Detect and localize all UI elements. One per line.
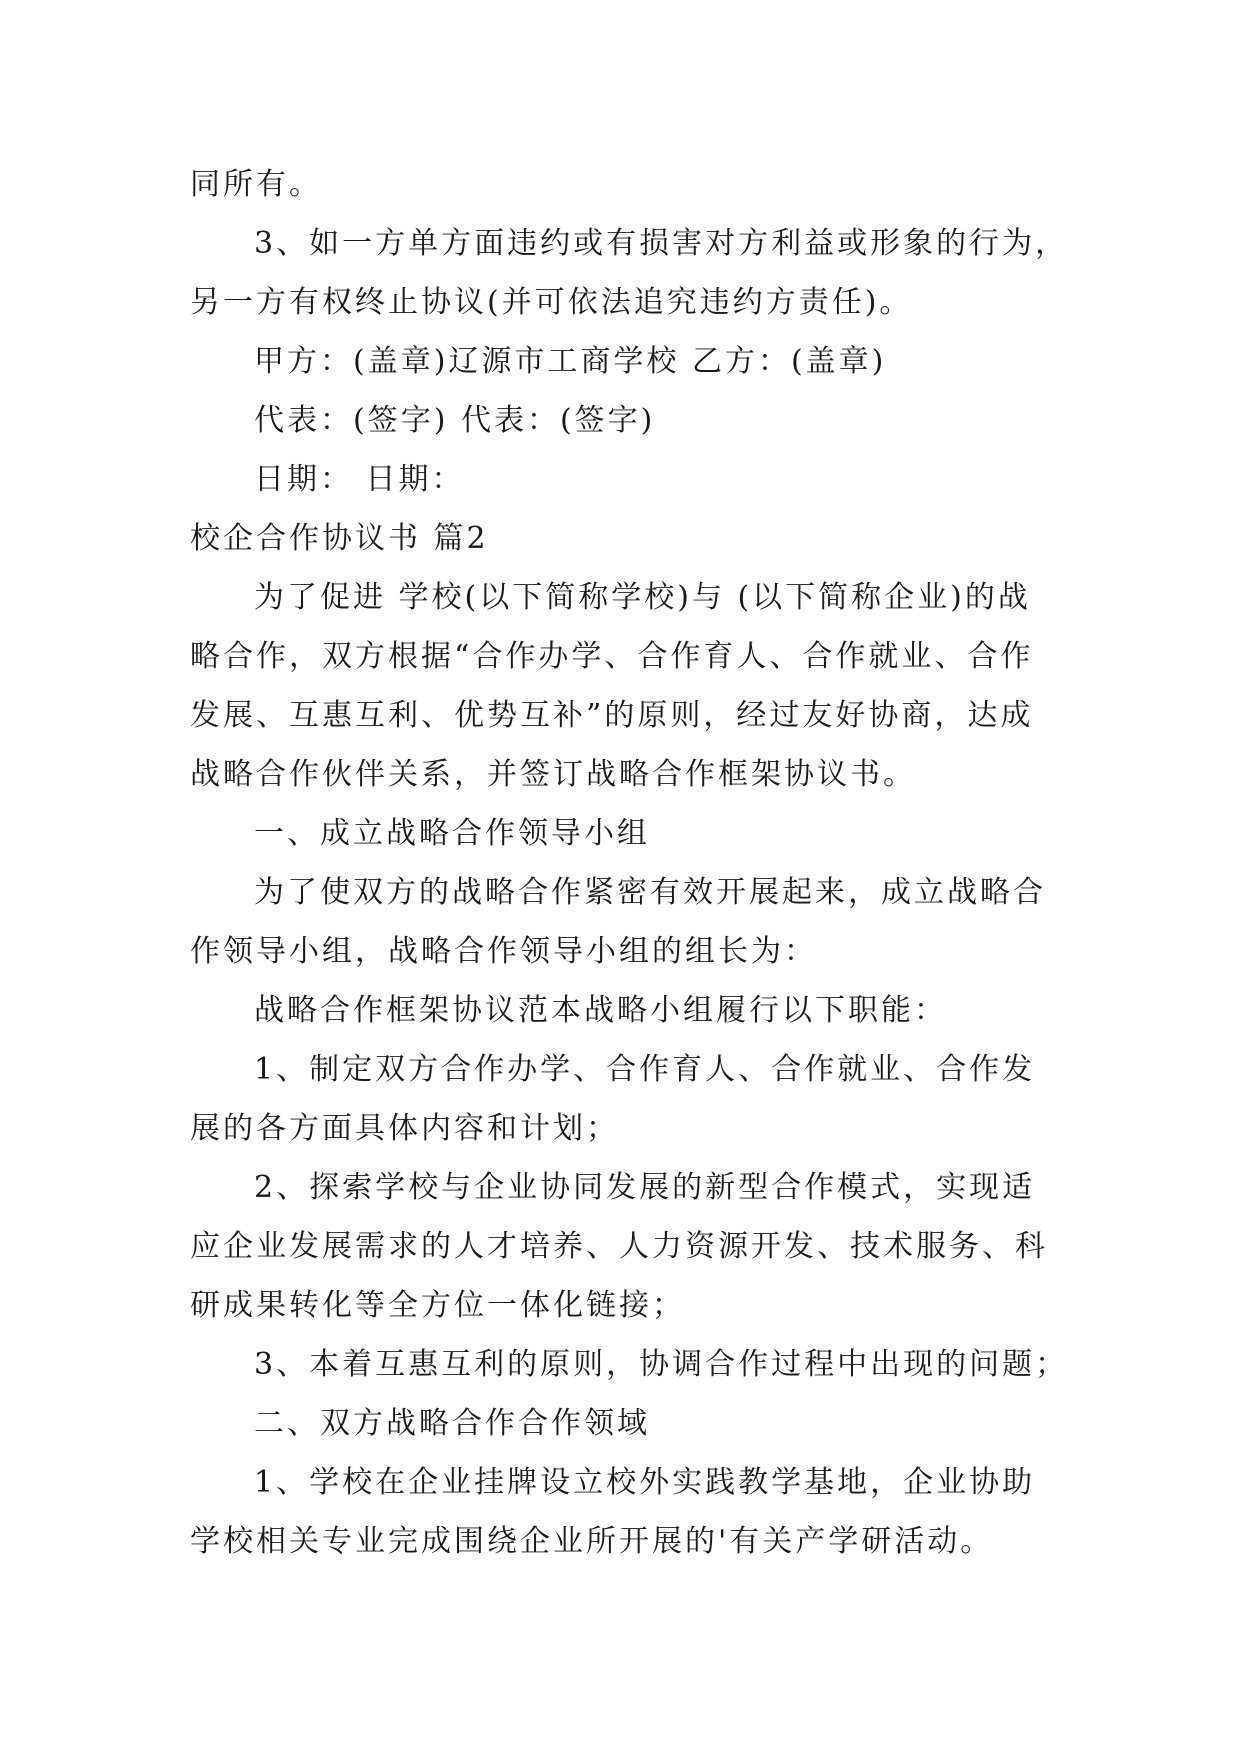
- text-line: 应企业发展需求的人才培养、人力资源开发、技术服务、科: [190, 1229, 1048, 1264]
- signature-date-line: 日期： 日期：: [254, 462, 465, 497]
- section-heading: 二、双方战略合作合作领域: [254, 1406, 650, 1441]
- text-line: 2、探索学校与企业协同发展的新型合作模式，实现适: [254, 1170, 1036, 1205]
- text-line: 战略合作框架协议范本战略小组履行以下职能：: [254, 993, 947, 1028]
- text-line: 学校相关专业完成围绕企业所开展的'有关产学研活动。: [190, 1524, 994, 1559]
- text-line: 1、制定双方合作办学、合作育人、合作就业、合作发: [254, 1052, 1036, 1087]
- document-body: [190, 155, 1069, 1571]
- text-line: 展的各方面具体内容和计划；: [190, 1111, 619, 1146]
- text-line: 略合作，双方根据“合作办学、合作育人、合作就业、合作: [190, 639, 1034, 674]
- text-line: 作领导小组，战略合作领导小组的组长为：: [190, 934, 817, 969]
- text-line: 为了使双方的战略合作紧密有效开展起来，成立战略合: [254, 875, 1046, 910]
- text-line: 1、学校在企业挂牌设立校外实践教学基地，企业协助: [254, 1465, 1036, 1500]
- text-line: 另一方有权终止协议(并可依法追究违约方责任)。: [190, 285, 913, 320]
- signature-representative-line: 代表：(签字) 代表：(签字): [254, 403, 656, 438]
- text-line: 发展、互惠互利、优势互补”的原则，经过友好协商，达成: [190, 698, 1034, 733]
- section-heading: 一、成立战略合作领导小组: [254, 816, 650, 851]
- text-line: 为了促进 学校(以下简称学校)与 (以下简称企业)的战: [254, 580, 1031, 615]
- text-line: 研成果转化等全方位一体化链接；: [190, 1288, 685, 1323]
- text-line: 同所有。: [190, 167, 322, 202]
- section-title: 校企合作协议书 篇2: [190, 521, 489, 556]
- text-line: 3、本着互惠互利的原则，协调合作过程中出现的问题；: [254, 1347, 1069, 1382]
- text-line: 3、如一方单方面违约或有损害对方利益或形象的行为，: [254, 226, 1069, 261]
- text-line: 战略合作伙伴关系，并签订战略合作框架协议书。: [190, 757, 916, 792]
- signature-party-line: 甲方：(盖章)辽源市工商学校 乙方：(盖章): [254, 344, 887, 379]
